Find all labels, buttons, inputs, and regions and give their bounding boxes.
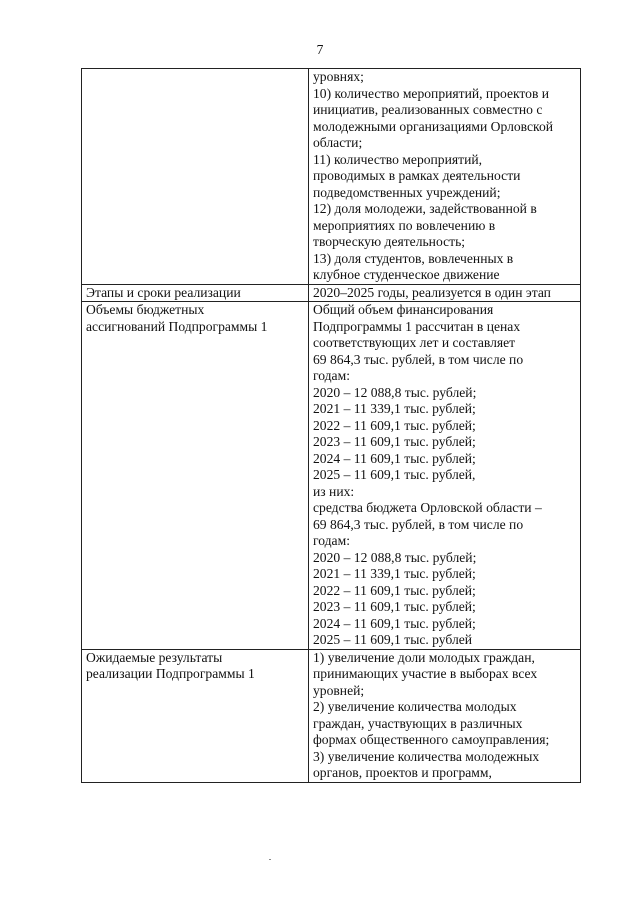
table-body	[82, 69, 581, 783]
text-line: творческую деятельность;	[313, 234, 466, 249]
row-content-cell	[309, 302, 581, 650]
table-row	[82, 649, 581, 782]
text-line: мероприятиях по вовлечению в	[313, 217, 496, 233]
text-line: инициатив, реализованных совместно с	[313, 102, 543, 117]
row-content-cell	[309, 69, 581, 285]
page-number: 7	[316, 42, 324, 57]
text-line: Этапы и сроки реализации	[86, 284, 241, 300]
text-line: Подпрограммы 1 рассчитан в ценах	[313, 318, 521, 334]
text-line: 2021 – 11 339,1 тыс. рублей;	[313, 401, 476, 416]
row-label-cell	[82, 284, 309, 302]
text-line: 2024 – 11 609,1 тыс. рублей;	[313, 615, 476, 631]
text-line: 12) доля молодежи, задействованной в	[313, 201, 537, 216]
text-line: 2020–2025 годы, реализуется в один этап	[313, 284, 551, 300]
text-line: 2020 – 12 088,8 тыс. рублей;	[313, 384, 477, 400]
text-line: средства бюджета Орловской области –	[313, 500, 542, 515]
text-line: реализации Подпрограммы 1	[86, 666, 255, 681]
text-line: 2023 – 11 609,1 тыс. рублей;	[313, 434, 476, 449]
text-line: 11) количество мероприятий,	[313, 151, 483, 167]
text-line: формах общественного самоуправления;	[313, 732, 550, 747]
row-label-cell	[82, 302, 309, 650]
text-line: Ожидаемые результаты	[86, 649, 223, 665]
text-line: 1) увеличение доли молодых граждан,	[313, 649, 535, 665]
text-line: 2) увеличение количества молодых	[313, 699, 517, 714]
text-line: 2023 – 11 609,1 тыс. рублей;	[313, 599, 476, 614]
text-line: 13) доля студентов, вовлеченных в	[313, 250, 514, 266]
text-line: 10) количество мероприятий, проектов и	[313, 85, 550, 101]
text-line: Объемы бюджетных	[86, 302, 205, 317]
text-line: 2022 – 11 609,1 тыс. рублей;	[313, 417, 476, 433]
table-row	[82, 69, 581, 285]
text-line: молодежными организациями Орловской	[313, 118, 554, 134]
text-line: органов, проектов и программ,	[313, 765, 492, 780]
text-line: из них:	[313, 483, 355, 499]
text-line: проводимых в рамках деятельности	[313, 168, 521, 183]
text-line: клубное студенческое движение	[313, 267, 500, 282]
row-label-cell	[82, 69, 309, 285]
text-line: годам:	[313, 368, 350, 383]
text-line: Общий объем финансирования	[313, 302, 494, 317]
text-line: 2020 – 12 088,8 тыс. рублей;	[313, 549, 477, 565]
row-content-cell	[309, 284, 581, 302]
text-line: годам:	[313, 533, 350, 548]
table-row	[82, 284, 581, 302]
row-content-cell	[309, 649, 581, 782]
text-line: 69 864,3 тыс. рублей, в том числе по	[313, 516, 524, 532]
table-row	[82, 302, 581, 650]
text-line: уровнях;	[313, 69, 364, 84]
text-line: принимающих участие в выборах всех	[313, 666, 538, 681]
text-line: области;	[313, 135, 363, 150]
text-line: 3) увеличение количества молодежных	[313, 748, 540, 764]
text-line: уровней;	[313, 682, 365, 698]
text-line: граждан, участвующих в различных	[313, 715, 523, 731]
text-line: 2025 – 11 609,1 тыс. рублей,	[313, 467, 476, 482]
text-line: соответствующих лет и составляет	[313, 335, 516, 350]
text-line: 2025 – 11 609,1 тыс. рублей	[313, 632, 473, 647]
scan-mark	[269, 859, 271, 860]
text-line: 2021 – 11 339,1 тыс. рублей;	[313, 566, 476, 581]
text-line: ассигнований Подпрограммы 1	[86, 318, 268, 334]
row-label-cell	[82, 649, 309, 782]
text-line: подведомственных учреждений;	[313, 184, 501, 200]
text-line: 2022 – 11 609,1 тыс. рублей;	[313, 582, 476, 598]
program-table	[81, 68, 581, 783]
text-line: 69 864,3 тыс. рублей, в том числе по	[313, 351, 524, 367]
text-line: 2024 – 11 609,1 тыс. рублей;	[313, 450, 476, 466]
